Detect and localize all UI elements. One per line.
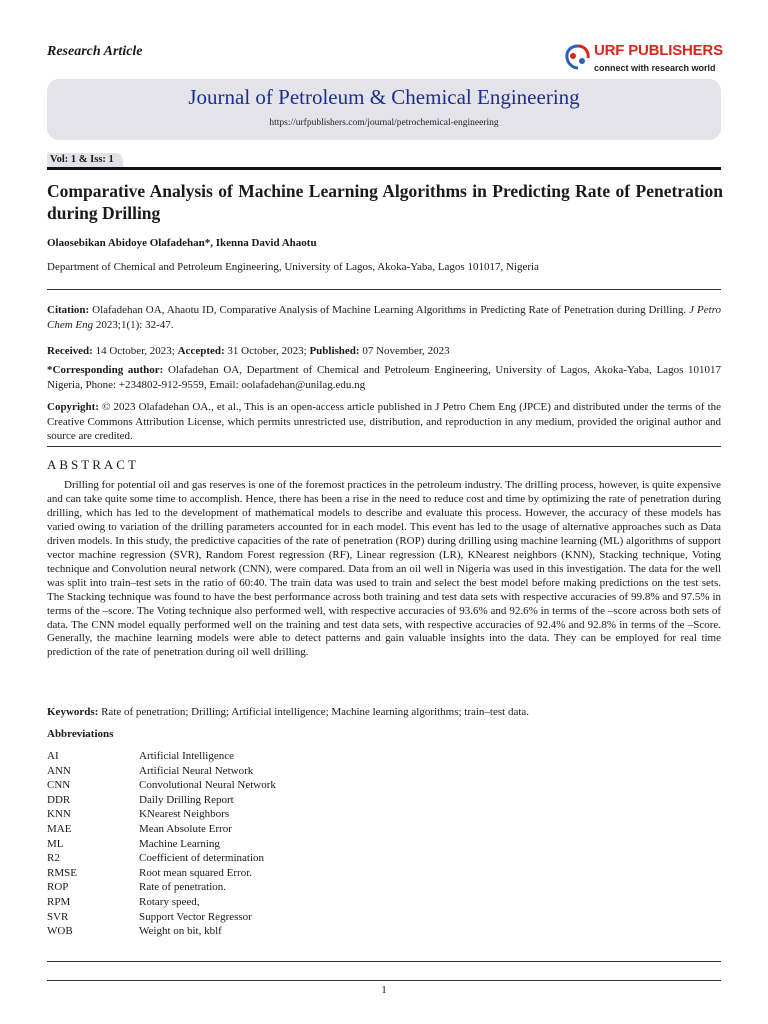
- abbreviation-meaning: Convolutional Neural Network: [139, 779, 276, 792]
- journal-banner: [47, 79, 721, 140]
- article-type-label: Research Article: [47, 44, 143, 59]
- keywords: [47, 706, 721, 718]
- abbreviation-row: [47, 807, 447, 822]
- corresponding-author: [47, 363, 721, 392]
- publisher-logo-icon: [564, 42, 592, 74]
- abbreviation-row: [47, 895, 447, 910]
- abbreviations-list: [47, 749, 447, 939]
- accepted-label: Accepted:: [177, 345, 225, 357]
- abbreviation-term: RMSE: [47, 866, 77, 879]
- corresponding-text: Olafadehan OA, Department of Chemical and Petroleum Engineering, University of Lagos, Akoka-Yaba, Lagos 101017 Nigeria, Phone: +234802-912-9559, Email: oolafadehan@unilag.edu.ng: [47, 364, 722, 391]
- publisher-tagline: connect with research world: [594, 63, 716, 73]
- copyright-notice: [47, 400, 721, 444]
- copyright-text: © 2023 Olafadehan OA., et al., This is an open-access article published in J Petro Chem Eng (JPCE) and distributed under the terms of the Creative Commons Attribution License, which permits unrestricted use, distribution, and reproduction in any medium, provided the original author and source are credited.: [47, 401, 722, 442]
- citation-text: Olafadehan OA, Ahaotu ID, Comparative Analysis of Machine Learning Algorithms in Predicting Rate of Penetration during Drilling.: [92, 304, 687, 316]
- metadata-divider-bottom: [47, 446, 721, 447]
- accepted-date: 31 October, 2023;: [227, 345, 307, 357]
- received-label: Received:: [47, 345, 93, 357]
- abbreviations-heading: Abbreviations: [47, 728, 114, 740]
- abbreviation-meaning: Coefficient of determination: [139, 852, 265, 865]
- abbreviation-row: [47, 837, 447, 852]
- abbreviation-meaning: Mean Absolute Error: [139, 822, 232, 835]
- keywords-label: Keywords:: [47, 706, 99, 718]
- abbreviation-row: [47, 778, 447, 793]
- citation-label: Citation:: [47, 304, 90, 316]
- publisher-logo: [564, 42, 724, 78]
- page-number: 1: [381, 984, 387, 996]
- abbreviation-row: [47, 764, 447, 779]
- citation-ref: 2023;1(1): 32-47.: [95, 318, 174, 331]
- abbreviation-row: [47, 851, 447, 866]
- abbreviation-meaning: Weight on bit, kblf: [139, 925, 222, 938]
- abbreviation-term: DDR: [47, 793, 71, 806]
- published-date: 07 November, 2023: [362, 345, 450, 357]
- publisher-name: URF PUBLISHERS: [594, 42, 723, 59]
- abbreviation-row: [47, 866, 447, 881]
- volume-issue-text: Vol: 1 & Iss: 1: [50, 154, 114, 165]
- citation-block: [47, 303, 721, 332]
- abbreviation-meaning: Root mean squared Error.: [139, 866, 253, 879]
- received-date: 14 October, 2023;: [95, 345, 175, 357]
- header-divider: [47, 167, 721, 170]
- abbreviation-term: R2: [47, 852, 60, 865]
- author-affiliation: Department of Chemical and Petroleum Engineering, University of Lagos, Akoka-Yaba, Lagos 101017, Nigeria: [47, 261, 539, 273]
- footer-divider-bottom: [47, 980, 721, 981]
- abbreviation-row: [47, 749, 447, 764]
- abbreviation-row: [47, 910, 447, 925]
- journal-url-link[interactable]: https://urfpublishers.com/journal/petrochemical-engineering: [269, 118, 499, 128]
- abbreviation-term: RPM: [47, 895, 71, 908]
- abbreviation-meaning: Artificial Intelligence: [139, 750, 234, 762]
- citation-journal: J Petro Chem Eng: [47, 304, 722, 331]
- abbreviation-meaning: KNearest Neighbors: [139, 808, 230, 821]
- abbreviation-meaning: Daily Drilling Report: [139, 793, 234, 806]
- corresponding-label: *Corresponding author:: [47, 364, 164, 376]
- author-list: Olaosebikan Abidoye Olafadehan*, Ikenna David Ahaotu: [47, 237, 317, 249]
- abbreviation-meaning: Rate of penetration.: [139, 881, 227, 894]
- abbreviation-term: CNN: [47, 779, 71, 792]
- abstract-heading: ABSTRACT: [47, 457, 139, 472]
- abbreviation-meaning: Rotary speed,: [139, 895, 200, 908]
- footer-divider-top: [47, 961, 721, 962]
- metadata-divider-top: [47, 289, 721, 290]
- abbreviation-term: SVR: [47, 910, 69, 923]
- volume-issue-badge: [47, 153, 123, 167]
- abbreviation-meaning: Support Vector Regressor: [139, 910, 252, 923]
- abbreviation-meaning: Machine Learning: [139, 837, 220, 850]
- abbreviation-term: ML: [47, 837, 64, 850]
- abbreviation-row: [47, 924, 447, 939]
- abbreviation-term: AI: [47, 750, 59, 762]
- abbreviation-term: ROP: [47, 881, 69, 894]
- publication-dates: [47, 344, 721, 359]
- abbreviation-row: [47, 880, 447, 895]
- abbreviation-meaning: Artificial Neural Network: [139, 764, 254, 777]
- published-label: Published:: [309, 345, 360, 357]
- abbreviation-row: [47, 793, 447, 808]
- abbreviation-term: ANN: [47, 764, 71, 777]
- abbreviation-term: WOB: [47, 925, 73, 938]
- paper-title: Comparative Analysis of Machine Learning Algorithms in Predicting Rate of Penetration during Drilling: [47, 181, 723, 223]
- abbreviation-row: [47, 822, 447, 837]
- keywords-text: Rate of penetration; Drilling; Artificial intelligence; Machine learning algorithms; train–test data.: [101, 706, 530, 718]
- abbreviation-term: MAE: [47, 822, 72, 835]
- abstract-body: Drilling for potential oil and gas reserves is one of the foremost practices in the petroleum industry. The drilling process, however, is quite expensive and can take quite some time to accomplish. Hence, there has been a rise in the need to reduce cost and time by optimizing the rate of penetration during drilling, which has led to the development of mathematical models to describe and evaluate this process. However, the accuracy of these models has varied owing to variation of the drilling parameters accounted for in each model. This event has led to the usage of alternative approaches such as Data driven models. In this study, the predictive capacities of the rate of penetration (ROP) during drilling using machine learning (ML) algorithms of support vector machine regression (SVR), Random Forest regression (RF), Linear regression (LR), KNearest neighbors (KNN), Stacking technique, Voting technique and Convolution neural network (CNN), were compared. Data from an oil well in Nigeria was used in this investigation. The data for the well was split into train–test sets in the ratio of 60:40. The train data was used to train and select the best model before making predictions on the test sets. The Stacking technique was found to have the best performance across both training and test data sets with respective accuracies of 99.8% and 97.5% in terms of the –score. The Voting technique also performed well, with respective accuracies of 93.6% and 92.6% in terms of the –score across both sets of data. The CNN model equally performed well on the training and test data sets, with respective accuracies of 92.4% and 92.8% in terms of the –Score. Generally, the machine learning models were able to detect patterns and gain valuable insights into the data. They can be employed for real time prediction of the rate of penetration during oil well drilling.: [47, 479, 721, 659]
- copyright-label: Copyright:: [47, 401, 99, 413]
- journal-title: Journal of Petroleum & Chemical Engineering: [188, 85, 580, 109]
- abbreviation-term: KNN: [47, 808, 71, 821]
